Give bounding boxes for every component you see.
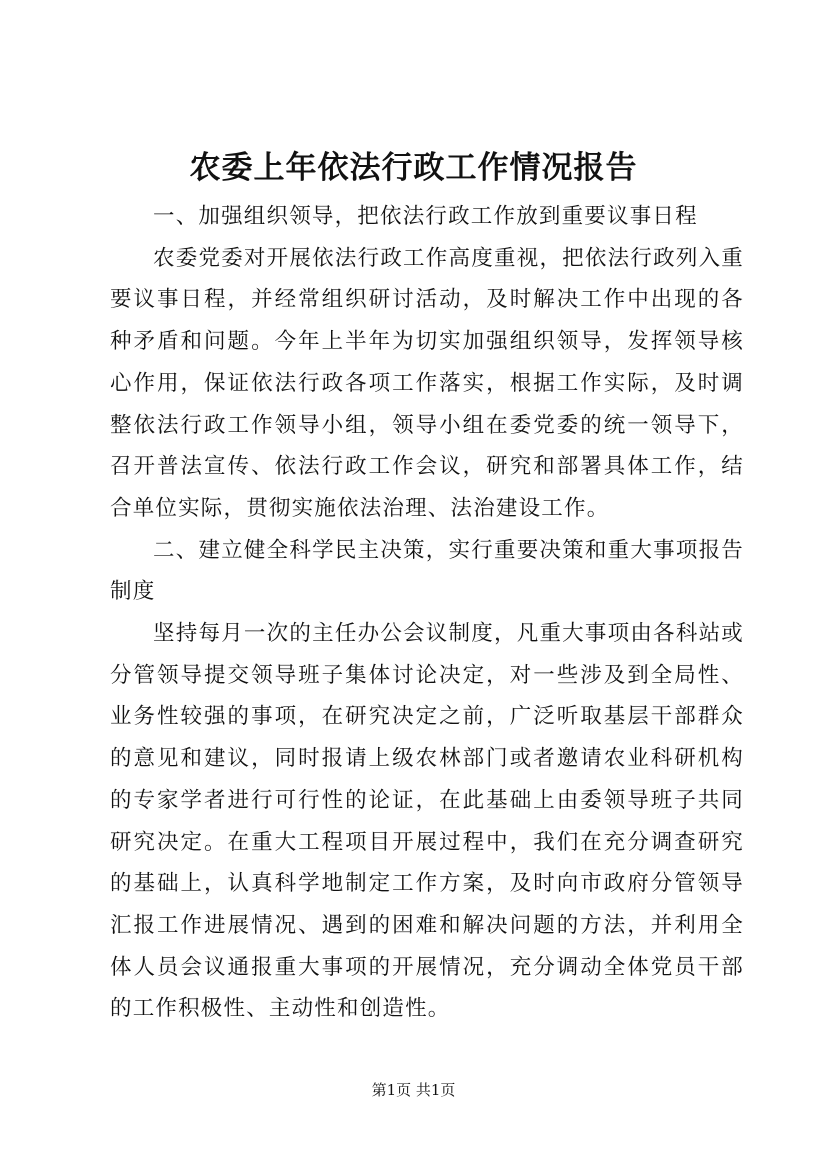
section-heading-1: 一、加强组织领导，把依法行政工作放到重要议事日程 bbox=[153, 204, 698, 229]
page-footer: 第1页 共1页 bbox=[371, 1081, 456, 1099]
document-body bbox=[110, 196, 744, 1030]
body-paragraph-2: 坚持每月一次的主任办公会议制度，凡重大事项由各科站或分管领导提交领导班子集体讨论决定，对一些涉及到全局性、业务性较强的事项，在研究决定之前，广泛听取基层干部群众的意见和建议，同时报请上级农林部门或者邀请农业科研机构的专家学者进行可行性的论证，在此基础上由委领导班子共同研究决定。在重大工程项目开展过程中，我们在充分调查研究的基础上，认真科学地制定工作方案，及时向市政府分管领导汇报工作进展情况、遇到的困难和解决问题的方法，并利用全体人员会议通报重大事项的开展情况，充分调动全体党员干部的工作积极性、主动性和创造性。 bbox=[110, 621, 744, 1022]
body-paragraph-1: 农委党委对开展依法行政工作高度重视，把依法行政列入重要议事日程，并经常组织研讨活动，及时解决工作中出现的各种矛盾和问题。今年上半年为切实加强组织领导，发挥领导核心作用，保证依法行政各项工作落实，根据工作实际，及时调整依法行政工作领导小组，领导小组在委党委的统一领导下，召开普法宣传、依法行政工作会议，研究和部署具体工作，结合单位实际，贯彻实施依法治理、法治建设工作。 bbox=[110, 245, 744, 521]
section-heading-2: 二、建立健全科学民主决策，实行重要决策和重大事项报告制度 bbox=[110, 537, 744, 605]
document-title: 农委上年依法行政工作情况报告 bbox=[189, 150, 638, 186]
